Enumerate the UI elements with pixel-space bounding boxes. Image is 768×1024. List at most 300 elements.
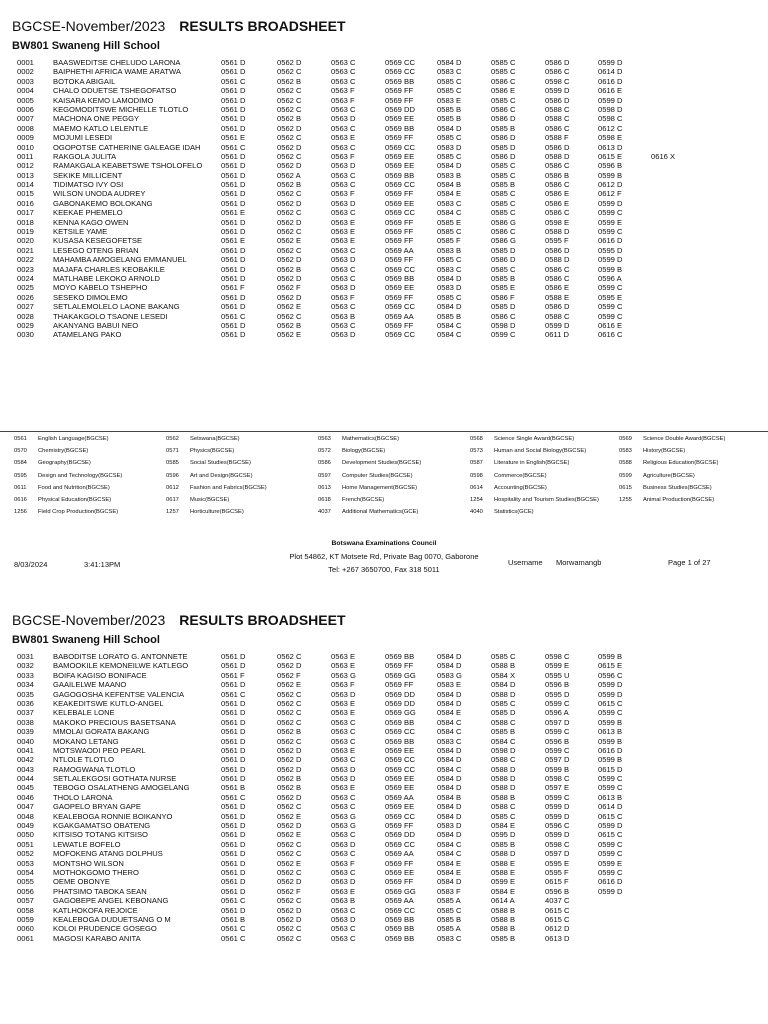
candidate-name: KUSASA KESEGOFETSE [53,236,143,246]
subject-grade: 0569 BB [385,273,415,283]
subject-grade: 0588 C [491,802,516,812]
subject-grade: 0563 D [331,839,356,849]
subject-grade: 0562 B [277,774,302,784]
candidate-name: MAHAMBA AMOGELANG EMMANUEL [53,255,187,265]
subject-grade: 0596 B [545,886,570,896]
table-row [0,821,768,830]
subject-grade: 0563 C [331,830,356,840]
candidate-number: 0035 [17,689,34,699]
subject-grade: 0583 C [437,736,462,746]
subject-grade: 0599 B [598,736,623,746]
subject-grade: 0561 C [221,933,246,943]
subject-grade: 0599 B [598,717,623,727]
table-row [0,830,768,839]
table-row [0,133,768,142]
table-row [0,671,768,680]
legend-code: 0588 [619,460,632,467]
subject-grade: 0585 A [437,924,461,934]
candidate-name: MACHONA ONE PEGGY [53,114,140,124]
subject-grade: 0563 F [331,95,355,105]
candidate-number: 0032 [17,661,34,671]
subject-grade: 0562 B [277,180,302,190]
subject-grade: 0584 C [437,764,462,774]
candidate-name: THOLO LARONA [53,792,113,802]
subject-grade: 0562 C [277,802,302,812]
subject-grade: 0586 D [545,245,570,255]
legend-subject-name: Animal Production(BGCSE) [643,497,715,503]
subject-grade: 0562 A [277,170,301,180]
subject-grade: 0599 B [598,170,623,180]
subject-grade: 0584 E [491,821,516,831]
subject-grade: 0562 C [277,86,302,96]
subject-grade: 4037 C [545,896,570,906]
table-row [0,783,768,792]
subject-grade: 0599 C [598,849,623,859]
candidate-name: KGAKGAMATSO OBATENG [53,821,151,831]
legend-item [470,509,534,515]
legend-code: 0616 [14,497,27,503]
candidate-number: 0045 [17,783,34,793]
subject-grade: 0561 D [221,170,246,180]
subject-grade: 0563 C [331,849,356,859]
subject-grade: 0562 D [277,123,302,133]
subject-grade: 0569 BB [385,652,415,661]
subject-grade: 0561 D [221,877,246,887]
subject-grade: 0561 D [221,811,246,821]
subject-grade: 0561 D [221,830,246,840]
candidate-number: 0043 [17,764,34,774]
table-row [0,661,768,670]
legend-subject-name: Development Studies(BGCSE) [342,460,422,467]
candidate-name: LESEGO OTENG BRIAN [53,245,139,255]
table-row [0,208,768,217]
subject-grade: 0569 FF [385,217,414,227]
subject-grade: 0562 F [277,283,301,293]
legend-item [619,436,725,442]
table-row [0,887,768,896]
subject-grade: 0616 D [598,236,623,246]
legend-item [14,509,118,515]
subject-grade: 0599 B [598,652,623,661]
candidate-number: 0058 [17,905,34,915]
subject-grade: 0563 D [331,255,356,265]
legend-item [166,485,267,491]
candidate-number: 0054 [17,867,34,877]
subject-grade: 0569 AA [385,849,414,859]
subject-grade: 0588 D [545,227,570,237]
legend-item [14,436,109,442]
legend-item [14,497,111,503]
legend-item [470,436,574,442]
subject-grade: 0562 D [277,273,302,283]
candidate-name: MAKOKO PRECIOUS BASETSANA [53,717,176,727]
subject-grade: 0586 G [491,236,516,246]
subject-grade: 0569 AA [385,792,414,802]
print-date: 8/03/2024 [14,560,48,569]
subject-grade: 0585 C [491,161,516,171]
legend-item [318,473,413,479]
subject-grade: 0569 CC [385,58,415,67]
subject-grade: 0588 D [491,849,516,859]
exam-label: BGCSE-November/2023 [12,612,166,628]
page-header [12,18,346,36]
subject-grade: 0598 E [545,217,570,227]
subject-grade: 0563 E [331,133,356,143]
candidate-number: 0047 [17,802,34,812]
subject-grade: 0613 D [545,933,570,943]
subject-grade: 0569 CC [385,142,415,152]
subject-grade: 0583 D [437,821,462,831]
table-row [0,227,768,236]
table-row [0,915,768,924]
candidate-number: 0020 [17,236,34,246]
subject-grade: 0584 C [437,208,462,218]
candidate-name: MOKANO LETANG [53,736,119,746]
subject-grade: 0569 FF [385,227,414,237]
candidate-number: 0057 [17,896,34,906]
table-row [0,124,768,133]
subject-grade: 0599 B [598,755,623,765]
candidate-number: 0005 [17,95,34,105]
subject-grade: 0586 F [491,292,515,302]
table-row [0,143,768,152]
subject-grade: 0599 D [598,680,623,690]
subject-grade: 0585 C [437,151,462,161]
subject-grade: 0561 C [221,142,246,152]
subject-grade: 0596 A [598,273,622,283]
subject-grade: 0561 D [221,774,246,784]
subject-grade: 0563 E [331,783,356,793]
subject-grade: 0562 B [277,264,302,274]
subject-grade: 0598 C [598,114,623,124]
subject-grade: 0562 C [277,689,302,699]
subject-grade: 0584 C [437,717,462,727]
subject-grade: 0569 BB [385,717,415,727]
legend-code: 0615 [619,484,632,491]
subject-grade: 0615 C [598,698,623,708]
subject-grade: 0599 B [545,764,570,774]
candidate-name: KEALEBOGA RONNIE BOIKANYO [53,811,173,821]
subject-grade: 0561 D [221,858,246,868]
subject-grade: 0588 D [491,689,516,699]
subject-grade: 0562 F [277,886,301,896]
legend-item [14,473,122,479]
candidate-name: KEAKEDITSWE KUTLO-ANGEL [53,698,164,708]
subject-grade: 0561 E [221,236,246,246]
table-row [0,652,768,661]
subject-grade: 0563 D [331,330,356,340]
subject-grade: 0561 F [221,670,245,680]
legend-item [14,460,91,466]
subject-grade: 0613 D [598,142,623,152]
subject-grade: 0584 C [437,849,462,859]
legend-subject-name: Fashion and Fabrics(BGCSE) [190,484,267,491]
legend-code: 0611 [14,484,27,491]
subject-grade: 0585 B [437,114,462,124]
subject-grade: 0562 C [277,151,302,161]
subject-grade: 0584 D [437,689,462,699]
subject-grade: 0585 C [437,86,462,96]
legend-subject-name: Religious Education(BGCSE) [643,460,719,467]
subject-grade: 0562 C [277,95,302,105]
subject-grade: 0562 C [277,104,302,114]
subject-grade: 0561 C [221,311,246,321]
table-row [0,746,768,755]
subject-grade: 0569 GG [385,886,416,896]
subject-grade: 0563 C [331,792,356,802]
candidate-name: BAMOOKILE KEMONEILWE KATLEGO [53,661,189,671]
subject-grade: 0586 D [491,114,516,124]
subject-grade: 0584 C [437,839,462,849]
subject-grade: 0561 C [221,792,246,802]
subject-grade: 0562 D [277,914,302,924]
candidate-name: CHALO ODUETSE TSHEGOFATSO [53,86,177,96]
subject-grade: 0597 E [545,783,570,793]
candidate-name: KEGOMODITSWE MICHELLE TLOTLO [53,104,189,114]
subject-grade: 0569 EE [385,161,415,171]
subject-grade: 0563 F [331,680,355,690]
subject-grade: 0561 B [221,914,246,924]
legend-subject-name: Social Studies(BGCSE) [190,460,251,467]
subject-grade: 0563 G [331,670,356,680]
legend-subject-name: Science Double Award(BGCSE) [643,436,726,442]
table-row [0,906,768,915]
table-row [0,171,768,180]
subject-grade: 0563 C [331,264,356,274]
subject-grade: 0569 CC [385,905,415,915]
subject-grade: 0584 D [437,273,462,283]
subject-grade: 0563 G [331,811,356,821]
legend-code: 1257 [166,509,179,516]
candidate-name: BAASWEDITSE CHELUDO LARONA [53,58,181,67]
table-row [0,236,768,245]
subject-grade: 0585 E [437,217,462,227]
subject-grade: 0563 D [331,774,356,784]
table-row [0,934,768,943]
candidate-number: 0016 [17,198,34,208]
subject-grade: 0599 C [545,698,570,708]
subject-grade: 0598 D [598,104,623,114]
subject-grade: 0561 E [221,133,246,143]
subject-grade: 0569 BB [385,76,415,86]
subject-grade: 0561 D [221,95,246,105]
subject-grade: 0615 D [598,764,623,774]
subject-grade: 0561 D [221,198,246,208]
legend-code: 1255 [619,497,632,503]
candidate-number: 0014 [17,180,34,190]
subject-grade: 0562 C [277,933,302,943]
candidate-number: 0026 [17,292,34,302]
candidate-number: 0033 [17,670,34,680]
subject-grade: 0599 C [598,774,623,784]
legend-item [166,509,244,515]
subject-grade: 0615 E [598,151,623,161]
subject-grade: 0562 C [277,133,302,143]
candidate-name: OGOPOTSE CATHERINE GALEAGE IDAH [53,142,201,152]
legend-subject-name: Geography(BGCSE) [38,460,91,467]
subject-grade: 0562 C [277,208,302,218]
subject-grade: 0585 C [491,58,516,67]
legend-item [470,485,547,491]
subject-grade: 0569 CC [385,208,415,218]
candidate-number: 0036 [17,698,34,708]
subject-grade: 0561 D [221,189,246,199]
subject-grade: 0561 D [221,302,246,312]
legend-code: 0595 [14,472,27,479]
subject-grade: 0561 D [221,717,246,727]
candidate-number: 0060 [17,924,34,934]
subject-grade: 0569 CC [385,330,415,340]
subject-grade: 0561 D [221,698,246,708]
candidate-name: GAGOGOSHA KEFENTSE VALENCIA [53,689,185,699]
subject-grade: 0561 D [221,320,246,330]
subject-grade: 0563 D [331,283,356,293]
candidate-name: MMOLAI GORATA BAKANG [53,727,150,737]
subject-grade: 0561 D [221,849,246,859]
subject-grade: 0561 D [221,802,246,812]
subject-grade: 0616 E [598,86,623,96]
candidate-name: MOFOKENG ATANG DOLPHUS [53,849,163,859]
subject-grade: 0595 D [491,830,516,840]
subject-grade: 0569 AA [385,311,414,321]
subject-grade: 0561 C [221,924,246,934]
legend-item [318,497,384,503]
candidate-number: 0004 [17,86,34,96]
subject-grade: 0598 C [545,839,570,849]
subject-grade: 0561 D [221,736,246,746]
subject-grade: 0562 E [277,330,302,340]
subject-grade: 0561 D [221,245,246,255]
subject-grade: 0569 BB [385,123,415,133]
legend-subject-name: Literature in English(BGCSE) [494,460,570,467]
subject-grade: 0613 B [598,727,623,737]
subject-grade: 0569 BB [385,736,415,746]
subject-grade: 0569 FF [385,821,414,831]
subject-grade: 0583 C [437,264,462,274]
subject-grade: 0588 C [545,104,570,114]
table-row [0,727,768,736]
subject-grade: 0586 D [545,95,570,105]
subject-grade: 0562 D [277,58,302,67]
legend-item [470,497,599,503]
subject-grade: 0563 C [331,67,356,77]
subject-grade: 0599 B [598,264,623,274]
subject-grade: 0561 D [221,114,246,124]
subject-grade: 0562 D [277,217,302,227]
candidate-number: 0049 [17,821,34,831]
subject-grade: 0562 C [277,839,302,849]
subject-grade: 0563 E [331,698,356,708]
subject-grade: 0563 C [331,727,356,737]
subject-grade: 0561 E [221,208,246,218]
subject-grade: 0563 D [331,198,356,208]
subject-grade: 0584 E [437,858,462,868]
legend-item [619,448,685,454]
legend-code: 0563 [318,436,331,442]
subject-grade: 0561 D [221,255,246,265]
subject-grade: 0588 C [545,311,570,321]
table-row [0,708,768,717]
subject-grade: 0562 E [277,858,302,868]
legend-item [470,448,586,454]
legend-code: 4040 [470,509,483,516]
subject-grade: 0599 D [598,689,623,699]
candidate-number: 0055 [17,877,34,887]
subject-grade: 0585 B [491,727,516,737]
subject-grade: 0584 C [491,736,516,746]
candidate-name: RAMOGWANA TLOTLO [53,764,136,774]
subject-grade: 0599 C [598,783,623,793]
subject-grade: 0596 C [598,670,623,680]
legend-code: 0587 [470,460,483,467]
subject-grade: 0583 F [437,886,461,896]
subject-grade: 0585 D [491,245,516,255]
subject-grade: 0561 D [221,764,246,774]
subject-grade: 0563 C [331,717,356,727]
subject-grade: 0561 C [221,896,246,906]
subject-grade: 0599 D [545,320,570,330]
candidate-name: MOYO KABELO TSHEPHO [53,283,148,293]
subject-grade: 0569 BB [385,914,415,924]
subject-grade: 0596 A [545,708,569,718]
subject-grade: 0584 E [437,189,462,199]
page-title: RESULTS BROADSHEET [179,18,346,34]
table-row [0,877,768,886]
subject-grade: 0586 C [545,180,570,190]
subject-grade: 0586 D [545,58,570,67]
subject-grade: 0562 D [277,877,302,887]
table-row [0,274,768,283]
table-row [0,755,768,764]
subject-grade: 0561 D [221,755,246,765]
candidate-name: BABODITSE LORATO G. ANTONNETE [53,652,188,661]
legend-item [470,473,547,479]
subject-grade: 0599 D [598,255,623,265]
subject-grade: 0563 F [331,858,355,868]
subject-grade: 0612 C [598,123,623,133]
subject-grade: 0563 C [331,867,356,877]
candidate-name: KATLHOKOFA REJOICE [53,905,138,915]
subject-grade: 0584 D [437,302,462,312]
subject-grade: 0583 B [437,245,462,255]
subject-grade: 0562 C [277,311,302,321]
legend-item [318,485,417,491]
subject-grade: 0562 D [277,764,302,774]
subject-grade: 0585 B [491,933,516,943]
subject-grade: 0563 E [331,708,356,718]
candidate-name: MONTSHO WILSON [53,858,124,868]
subject-grade: 0569 CC [385,755,415,765]
subject-grade: 0586 D [545,142,570,152]
subject-grade: 0585 C [491,698,516,708]
subject-grade: 0561 D [221,886,246,896]
subject-grade: 0569 DD [385,830,415,840]
subject-grade: 0584 D [437,161,462,171]
subject-grade: 0585 C [437,133,462,143]
table-row [0,114,768,123]
subject-grade: 0616 D [598,745,623,755]
table-row [0,802,768,811]
candidate-number: 0038 [17,717,34,727]
subject-grade: 0563 F [331,292,355,302]
subject-grade: 0563 C [331,76,356,86]
candidate-number: 0024 [17,273,34,283]
subject-grade: 0588 D [491,774,516,784]
subject-grade: 0563 D [331,877,356,887]
table-row [0,152,768,161]
candidate-number: 0021 [17,245,34,255]
candidate-name: KITSISO TOTANG KITSISO [53,830,148,840]
